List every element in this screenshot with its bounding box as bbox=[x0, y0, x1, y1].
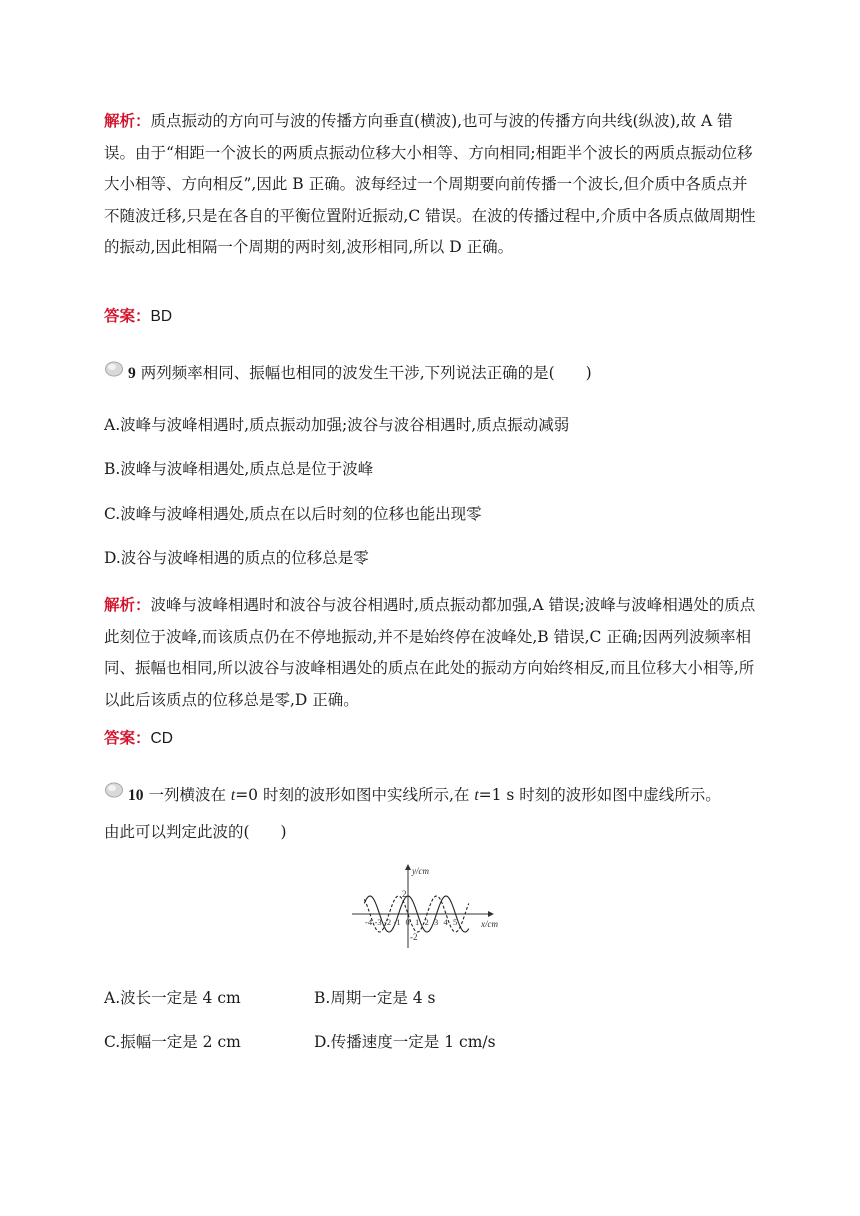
q9-option-c: C.波峰与波峰相遇处,质点在以后时刻的位移也能出现零 bbox=[104, 505, 482, 523]
analysis-label: 解析： bbox=[104, 596, 151, 614]
x-tick-label: -1 bbox=[393, 917, 401, 927]
y-tick-2: 2 bbox=[402, 889, 407, 899]
q10-option-c: C.振幅一定是 2 cm bbox=[104, 1033, 241, 1051]
analysis-paragraph-2 bbox=[104, 590, 760, 716]
question-stem-part: 一列横波在 bbox=[148, 786, 231, 804]
time-variable: t bbox=[230, 787, 236, 804]
x-tick-label: -4 bbox=[365, 917, 373, 927]
x-tick-label: 3 bbox=[434, 917, 439, 927]
answer-line-1 bbox=[104, 304, 172, 326]
y-axis-label: y/cm bbox=[412, 866, 429, 876]
question-9-stem bbox=[128, 361, 592, 383]
question-marker-icon bbox=[104, 360, 124, 377]
question-10-stem bbox=[128, 783, 721, 805]
q10-option-a: A.波长一定是 4 cm bbox=[104, 989, 241, 1007]
question-number: 10 bbox=[128, 787, 144, 804]
x-tick-label: -3 bbox=[374, 917, 382, 927]
question-marker-icon bbox=[104, 781, 124, 798]
answer-line-2 bbox=[104, 726, 173, 748]
analysis-paragraph-1 bbox=[104, 106, 760, 264]
x-axis-label: x/cm bbox=[481, 919, 498, 929]
x-tick-labels bbox=[365, 917, 457, 927]
x-tick-label: 5 bbox=[453, 917, 458, 927]
x-tick-label: 0 bbox=[405, 917, 410, 927]
x-axis-arrow-icon bbox=[488, 911, 494, 917]
question-stem-part: =0 时刻的波形如图中实线所示,在 bbox=[235, 786, 475, 804]
q9-option-a: A.波峰与波峰相遇时,质点振动加强;波谷与波谷相遇时,质点振动减弱 bbox=[104, 416, 570, 434]
q9-option-d: D.波谷与波峰相遇的质点的位移总是零 bbox=[104, 549, 369, 567]
y-axis-arrow-icon bbox=[405, 864, 411, 870]
x-tick-label: 2 bbox=[424, 917, 429, 927]
analysis-label: 解析： bbox=[104, 112, 151, 130]
q10-option-d: D.传播速度一定是 1 cm/s bbox=[314, 1033, 496, 1051]
y-tick-neg-2: -2 bbox=[410, 932, 418, 942]
answer-value: BD bbox=[150, 308, 173, 325]
time-variable: t bbox=[474, 787, 479, 804]
q9-option-b: B.波峰与波峰相遇处,质点总是位于波峰 bbox=[104, 460, 374, 478]
question-stem: 两列频率相同、振幅也相同的波发生干涉,下列说法正确的是( ) bbox=[140, 364, 592, 382]
x-tick-label: 4 bbox=[443, 917, 448, 927]
x-tick-label: 1 bbox=[415, 917, 420, 927]
answer-label: 答案： bbox=[104, 729, 151, 747]
answer-label: 答案： bbox=[104, 307, 151, 325]
question-number: 9 bbox=[128, 365, 136, 382]
analysis-text: 波峰与波峰相遇时和波谷与波谷相遇时,质点振动都加强,A 错误;波峰与波峰相遇处的质点此刻位于波峰,而该质点仍在不停地振动,并不是始终停在波峰处,B 错误,C 正确;因两列波频率相同、振幅也相同,所以波谷与波峰相遇处的质点在此处的振动方向始终相反,而且位移大小相等,所以此后该质点的位移总是零,D 正确。 bbox=[104, 596, 756, 709]
q10-option-b: B.周期一定是 4 s bbox=[314, 989, 436, 1007]
x-tick-label: -2 bbox=[384, 917, 392, 927]
question-stem-part: =1 s 时刻的波形如图中虚线所示。 bbox=[478, 786, 721, 804]
answer-value: CD bbox=[150, 730, 173, 747]
question-10-stem-line-2: 由此可以判定此波的( ) bbox=[104, 823, 287, 841]
wave-figure bbox=[348, 862, 512, 950]
analysis-text: 质点振动的方向可与波的传播方向垂直(横波),也可与波的传播方向共线(纵波),故 A 错误。由于“相距一个波长的两质点振动位移大小相等、方向相同;相距半个波长的两质点振动位移大小相等、方向相反”,因此 B 正确。波每经过一个周期要向前传播一个波长,但介质中各质点并不随波迁移,只是在各自的平衡位置附近振动,C 错误。在波的传播过程中,介质中各质点做周期性的振动,因此相隔一个周期的两时刻,波形相同,所以 D 正确。 bbox=[104, 112, 756, 256]
